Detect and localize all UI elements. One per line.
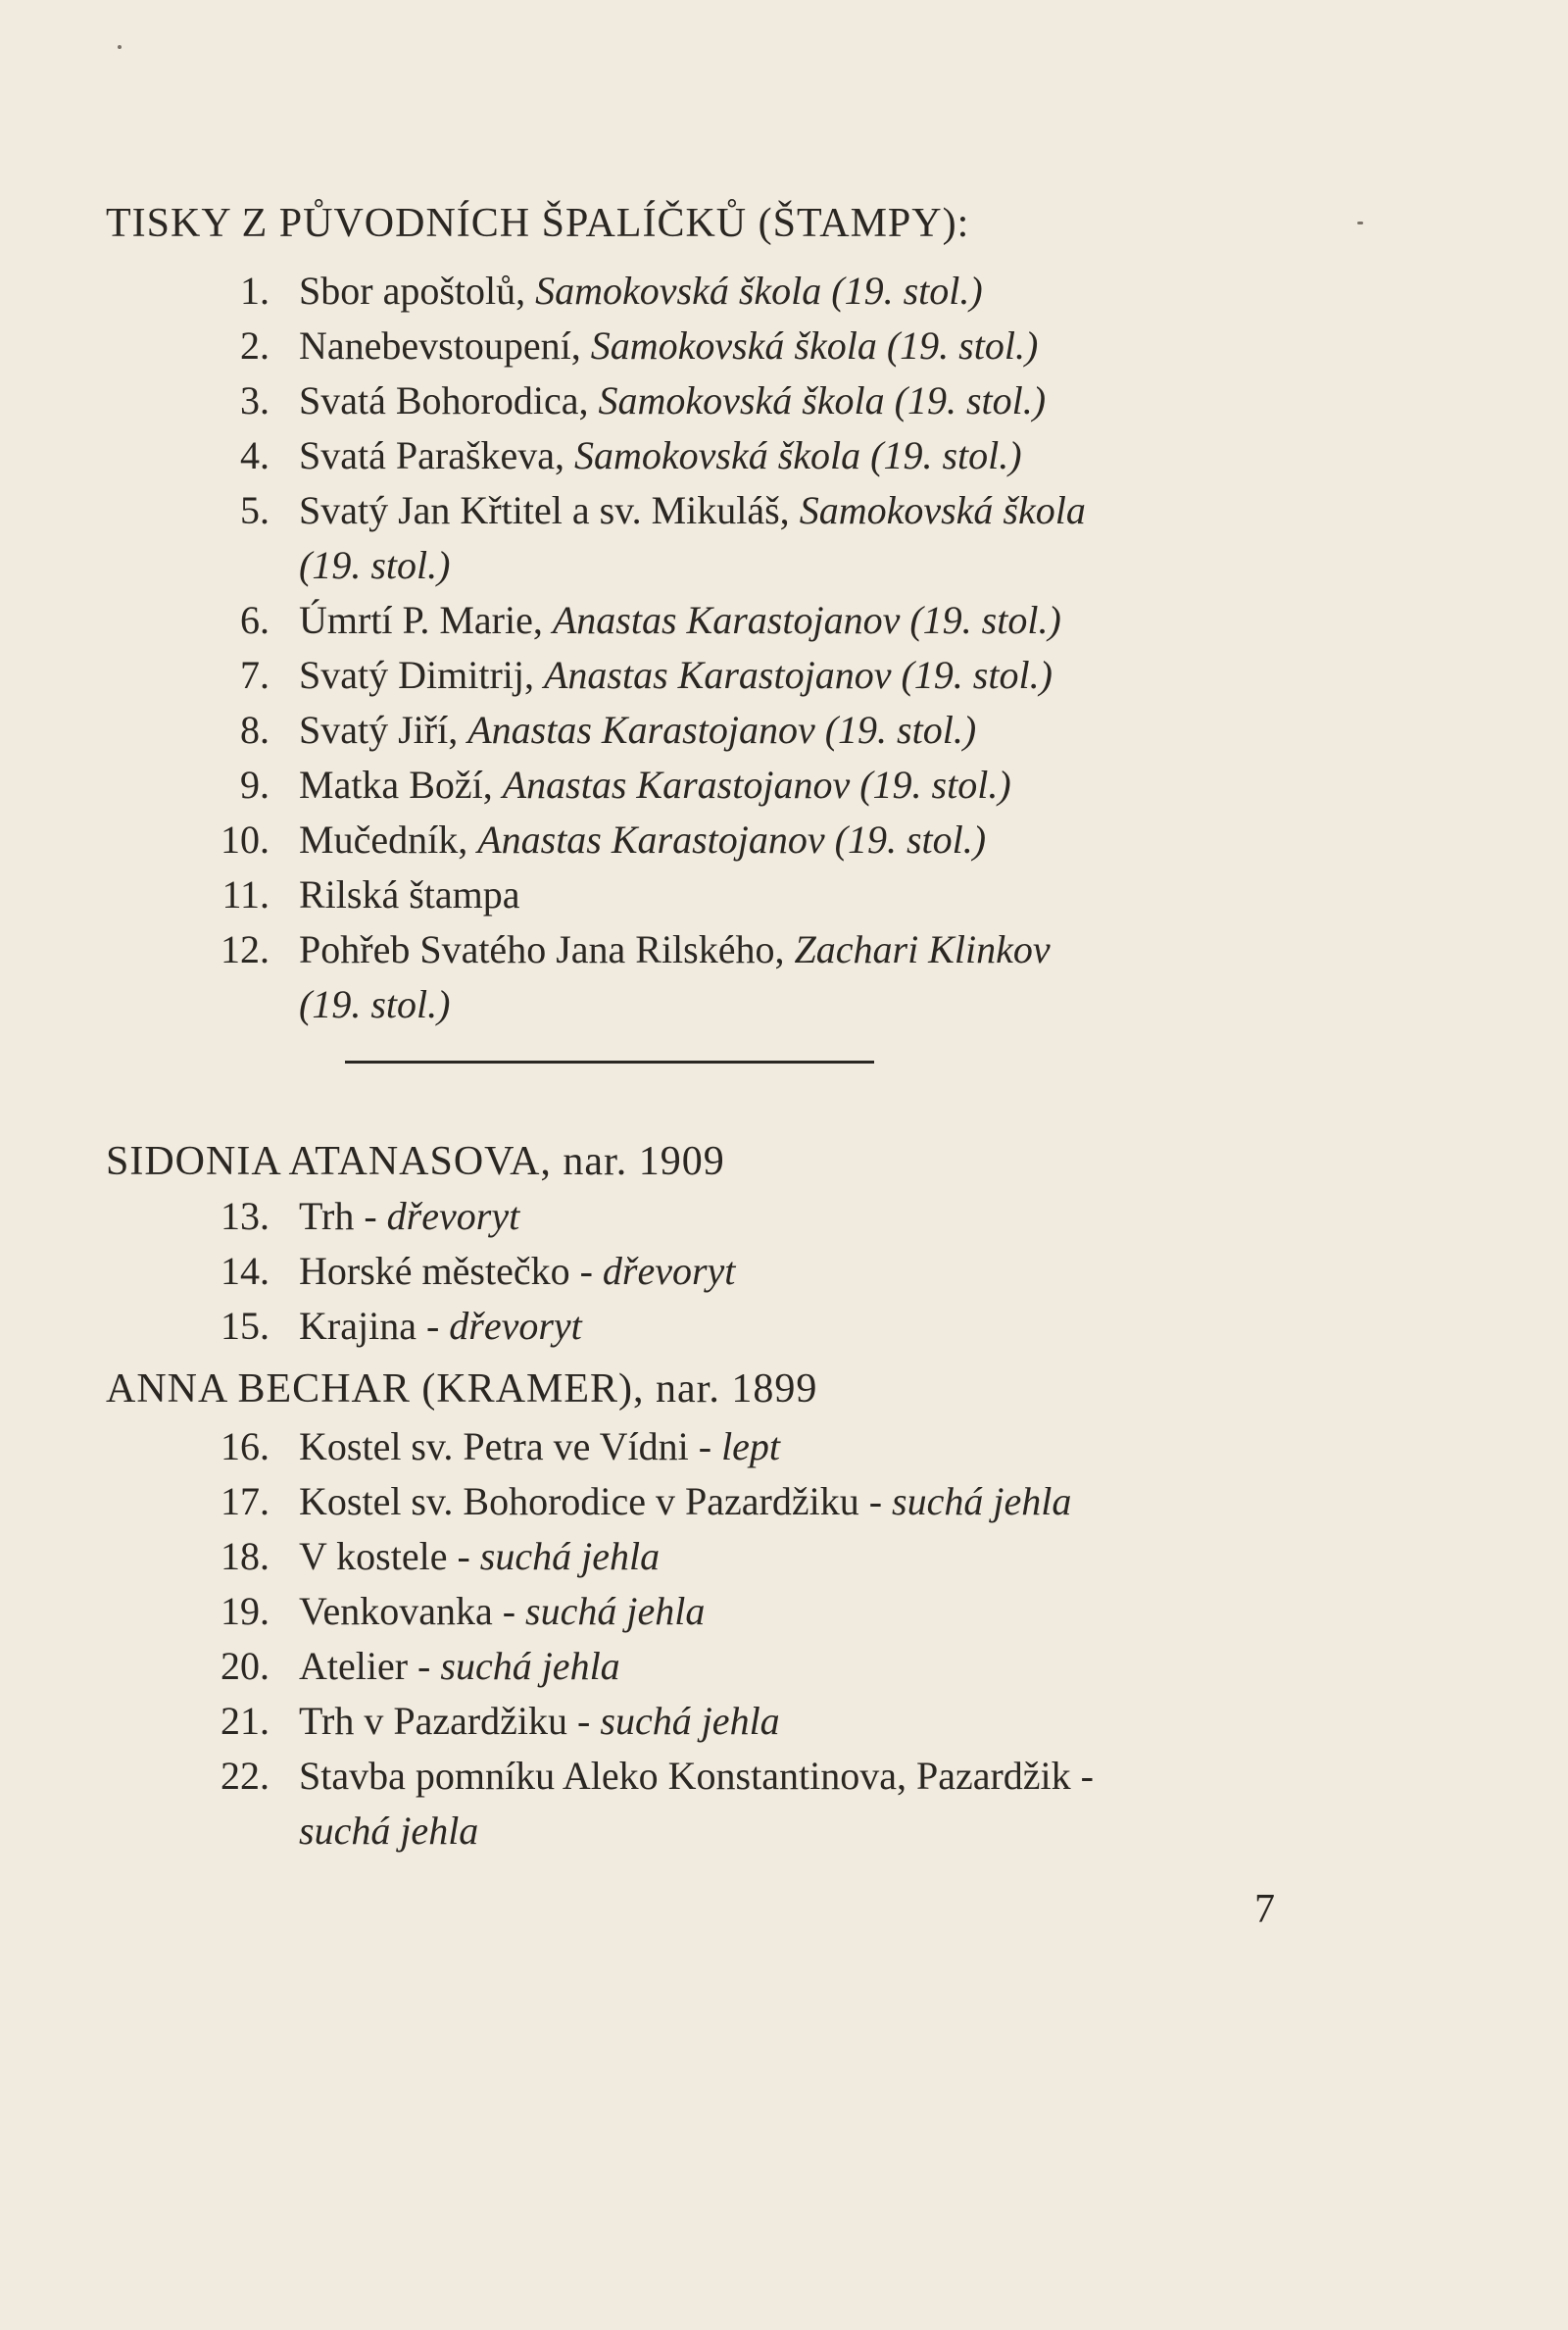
ink-speck (1357, 222, 1363, 224)
item-number: 5. (240, 488, 270, 532)
list-item (0, 264, 1568, 319)
item-attribution: Anastas Karastojanov (19. stol.) (544, 653, 1053, 697)
item-title: Kostel sv. Bohorodice v Pazardžiku - (299, 1479, 893, 1523)
list-item (0, 1299, 1568, 1354)
artist-heading-atanasova: SIDONIA ATANASOVA, nar. 1909 (106, 1139, 725, 1184)
item-title: Horské městečko - (299, 1249, 603, 1293)
item-title: Matka Boží, (299, 763, 503, 807)
list-item (0, 1244, 1568, 1299)
item-attribution: Anastas Karastojanov (19. stol.) (467, 708, 977, 752)
item-number: 12. (220, 927, 270, 971)
item-title: Úmrtí P. Marie, (299, 598, 553, 642)
item-attribution: (19. stol.) (299, 982, 451, 1026)
item-attribution: Samokovská škola (19. stol.) (574, 433, 1022, 477)
item-number: 11. (221, 872, 270, 917)
item-attribution: Anastas Karastojanov (19. stol.) (552, 598, 1061, 642)
item-number: 22. (220, 1754, 270, 1798)
item-title: Pohřeb Svatého Jana Rilského, (299, 927, 795, 971)
item-attribution: Anastas Karastojanov (19. stol.) (502, 763, 1011, 807)
item-title: Stavba pomníku Aleko Konstantinova, Pazardžik - (299, 1754, 1094, 1798)
item-title: Rilská štampa (299, 872, 520, 917)
item-title: Atelier - (299, 1644, 441, 1688)
item-number: 16. (220, 1424, 270, 1468)
item-technique: suchá jehla (525, 1589, 706, 1633)
item-title: Sbor apoštolů, (299, 269, 536, 313)
item-technique: suchá jehla (479, 1534, 661, 1578)
item-title: Nanebevstoupení, (299, 323, 591, 368)
section-divider (345, 1061, 874, 1064)
list-item (0, 1584, 1568, 1639)
list-item (0, 1474, 1568, 1529)
list-item-continuation (0, 1804, 1568, 1859)
list-item (0, 703, 1568, 758)
item-title: Trh v Pazardžiku - (299, 1699, 601, 1743)
ink-speck (118, 45, 122, 49)
list-item-continuation (0, 538, 1568, 593)
item-attribution: Samokovská škola (19. stol.) (535, 269, 983, 313)
list-item (0, 1529, 1568, 1584)
item-attribution: Samokovská škola (799, 488, 1086, 532)
item-number: 7. (240, 653, 270, 697)
list-item (0, 758, 1568, 813)
item-number: 13. (220, 1194, 270, 1238)
item-attribution: Anastas Karastojanov (19. stol.) (477, 818, 987, 862)
item-number: 1. (240, 269, 270, 313)
item-number: 14. (220, 1249, 270, 1293)
item-title: Svatý Jiří, (299, 708, 468, 752)
list-item (0, 593, 1568, 648)
list-item (0, 813, 1568, 868)
item-number: 20. (220, 1644, 270, 1688)
list-item (0, 373, 1568, 428)
item-technique: suchá jehla (892, 1479, 1072, 1523)
item-title: Svatá Paraškeva, (299, 433, 575, 477)
list-item (0, 319, 1568, 373)
item-number: 9. (240, 763, 270, 807)
item-technique: dřevoryt (602, 1249, 736, 1293)
item-number: 8. (240, 708, 270, 752)
item-number: 18. (220, 1534, 270, 1578)
item-technique: suchá jehla (299, 1809, 479, 1853)
item-title: Kostel sv. Petra ve Vídni - (299, 1424, 722, 1468)
item-technique: dřevoryt (386, 1194, 520, 1238)
item-number: 17. (220, 1479, 270, 1523)
list-item (0, 1189, 1568, 1244)
list-item-continuation (0, 977, 1568, 1032)
list-item (0, 1639, 1568, 1694)
item-number: 6. (240, 598, 270, 642)
item-title: Svatý Jan Křtitel a sv. Mikuláš, (299, 488, 800, 532)
list-item (0, 1419, 1568, 1474)
item-technique: dřevoryt (449, 1304, 582, 1348)
item-title: Svatý Dimitrij, (299, 653, 544, 697)
item-title: Svatá Bohorodica, (299, 378, 599, 422)
item-title: Trh - (299, 1194, 387, 1238)
item-attribution: (19. stol.) (299, 543, 451, 587)
item-number: 10. (220, 818, 270, 862)
list-item (0, 428, 1568, 483)
item-attribution: Zachari Klinkov (794, 927, 1051, 971)
item-number: 21. (220, 1699, 270, 1743)
list-item (0, 1694, 1568, 1749)
section-heading-prints: TISKY Z PŮVODNÍCH ŠPALÍČKŮ (ŠTAMPY): (106, 201, 970, 246)
list-item (0, 1749, 1568, 1804)
list-item (0, 868, 1568, 922)
list-item (0, 648, 1568, 703)
item-title: Venkovanka - (299, 1589, 526, 1633)
list-item (0, 483, 1568, 538)
item-technique: suchá jehla (600, 1699, 780, 1743)
item-number: 3. (240, 378, 270, 422)
list-item (0, 922, 1568, 977)
artist-heading-bechar: ANNA BECHAR (KRAMER), nar. 1899 (106, 1366, 818, 1412)
item-technique: suchá jehla (440, 1644, 620, 1688)
item-number: 2. (240, 323, 270, 368)
item-number: 15. (220, 1304, 270, 1348)
item-technique: lept (721, 1424, 781, 1468)
item-title: Krajina - (299, 1304, 450, 1348)
item-attribution: Samokovská škola (19. stol.) (598, 378, 1047, 422)
page-number: 7 (1254, 1887, 1275, 1932)
item-number: 4. (240, 433, 270, 477)
item-title: V kostele - (299, 1534, 480, 1578)
item-attribution: Samokovská škola (19. stol.) (590, 323, 1039, 368)
item-number: 19. (220, 1589, 270, 1633)
item-title: Mučedník, (299, 818, 478, 862)
